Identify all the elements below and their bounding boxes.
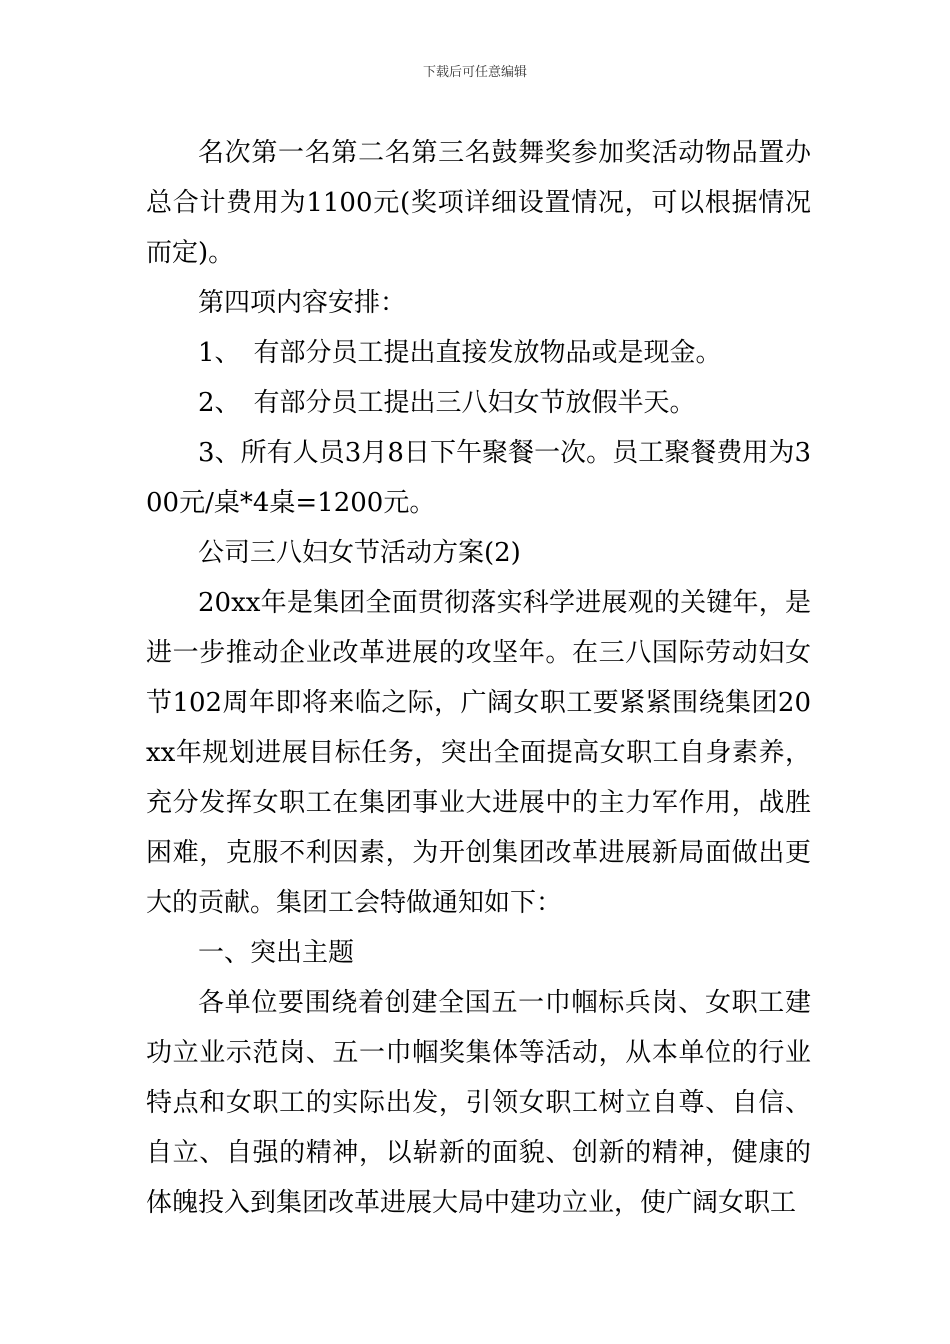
paragraph-award-budget: 名次第一名第二名第三名鼓舞奖参加奖活动物品置办总合计费用为1100元(奖项详细设置情况，可以根据情况而定)。 xyxy=(146,138,811,268)
paragraph-plan-title: 公司三八妇女节活动方案(2) xyxy=(198,538,521,568)
document-body xyxy=(146,128,811,1228)
page-header: 下载后可任意编辑 xyxy=(422,65,527,80)
paragraph-section-four-heading: 第四项内容安排： xyxy=(198,288,407,318)
paragraph-item-3: 3、所有人员3月8日下午聚餐一次。员工聚餐费用为300元/桌*4桌=1200元。 xyxy=(146,438,811,518)
paragraph-intro: 20xx年是集团全面贯彻落实科学进展观的关键年，是进一步推动企业改革进展的攻坚年。在三八国际劳动妇女节102周年即将来临之际，广阔女职工要紧紧围绕集团20xx年规划进展目标任务，突出全面提高女职工自身素养，充分发挥女职工在集团事业大进展中的主力军作用，战胜困难，克服不利因素，为开创集团改革进展新局面做出更大的贡献。集团工会特做通知如下： xyxy=(146,588,811,918)
paragraph-section-one-heading: 一、突出主题 xyxy=(198,938,355,968)
paragraph-section-one-body: 各单位要围绕着创建全国五一巾帼标兵岗、女职工建功立业示范岗、五一巾帼奖集体等活动，从本单位的行业特点和女职工的实际出发，引领女职工树立自尊、自信、自立、自强的精神，以崭新的面貌、创新的精神，健康的体魄投入到集团改革进展大局中建功立业，使广阔女职工 xyxy=(146,988,811,1218)
paragraph-item-2: 2、 有部分员工提出三八妇女节放假半天。 xyxy=(198,388,696,418)
paragraph-item-1: 1、 有部分员工提出直接发放物品或是现金。 xyxy=(198,338,722,368)
